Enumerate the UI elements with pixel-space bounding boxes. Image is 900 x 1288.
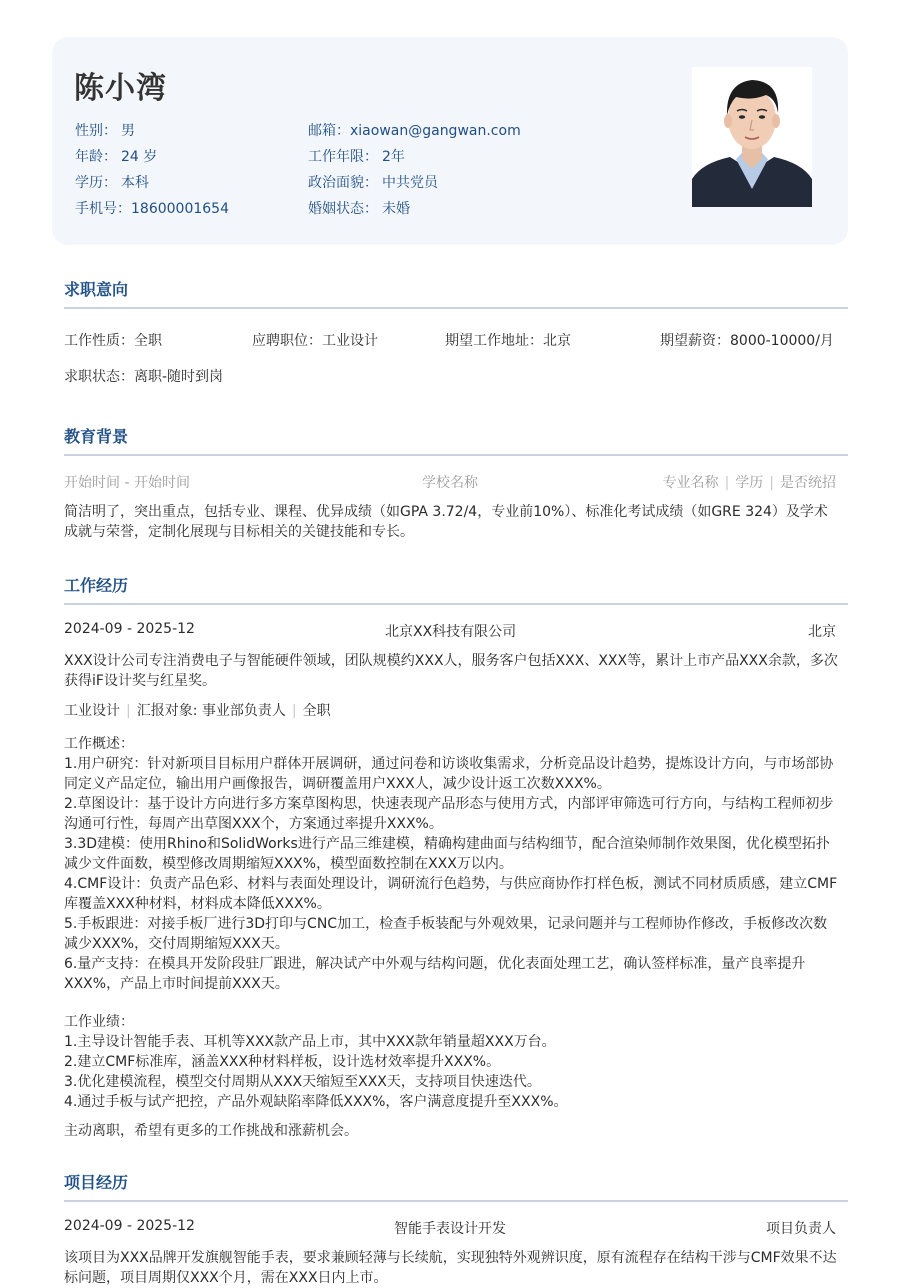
- work-achievement-item: 1.主导设计智能手表、耳机等XXX款产品上市，其中XXX款年销量超XXX万台。: [64, 1034, 556, 1050]
- divider: |: [724, 475, 730, 491]
- expected-location-label: 期望工作地址：: [445, 333, 543, 349]
- education-meta: [663, 472, 836, 492]
- email-label: 邮箱：: [308, 123, 350, 139]
- section-divider: [64, 603, 848, 605]
- education-degree: 学历: [735, 475, 764, 491]
- work-tag-type: 全职: [302, 703, 331, 719]
- expected-salary-label: 期望薪资：: [660, 333, 730, 349]
- work-overview-item: 1.用户研究：针对新项目目标用户群体开展调研，通过问卷和访谈收集需求，分析竞品设计趋势，提炼设计方向，与市场部协同定义产品定位，输出用户画像报告，调研覆盖用户XXX人，减少设计返工次数XXX%。: [64, 756, 834, 792]
- basic-info-left: [75, 118, 229, 222]
- work-overview-item: 4.CMF设计：负责产品色彩、材料与表面处理设计，调研流行色趋势，与供应商协作打样色板，测试不同材质质感，建立CMF库覆盖XXX种材料，材料成本降低XXX%。: [64, 876, 838, 912]
- age-value: 24 岁: [121, 149, 158, 165]
- section-title-project: 项目经历: [64, 1173, 129, 1192]
- project-time: 2024-09 - 2025-12: [64, 1218, 195, 1234]
- experience-years-label: 工作年限：: [308, 149, 378, 165]
- section-title-job-intent: 求职意向: [64, 280, 129, 299]
- work-city: 北京: [808, 624, 836, 640]
- phone-value: 18600001654: [131, 201, 229, 217]
- political-status-row: [308, 170, 521, 196]
- divider: |: [769, 475, 774, 491]
- applied-position-value: 工业设计: [322, 333, 378, 349]
- job-type: [64, 330, 162, 350]
- education-time: 开始时间 - 开始时间: [64, 475, 190, 491]
- age-row: [75, 144, 229, 170]
- phone-row: [75, 196, 229, 222]
- job-status-label: 求职状态：: [64, 369, 134, 385]
- work-achievements: [64, 1012, 839, 1112]
- work-time: 2024-09 - 2025-12: [64, 621, 195, 637]
- work-tag-role: 工业设计: [64, 703, 120, 719]
- education-description: 简洁明了，突出重点，包括专业、课程、优异成绩（如GPA 3.72/4，专业前10%）、标准化考试成绩（如GRE 324）及学术成就与荣誉，定制化展现与目标相关的关键技能和专长。: [64, 504, 828, 540]
- work-overview-item: 2.草图设计：基于设计方向进行多方案草图构思，快速表现产品形态与使用方式，内部评审筛选可行方向，与结构工程师初步沟通可行性，每周产出草图XXX个，方案通过率提升XXX%。: [64, 796, 834, 832]
- leave-reason: 主动离职，希望有更多的工作挑战和涨薪机会。: [64, 1123, 358, 1139]
- job-type-value: 全职: [134, 333, 162, 349]
- expected-location: [445, 330, 571, 350]
- project-role: 项目负责人: [766, 1221, 836, 1237]
- degree-value: 本科: [121, 175, 149, 191]
- portrait-image: [692, 67, 812, 207]
- marital-status-label: 婚姻状态：: [308, 201, 378, 217]
- profile-card: [52, 37, 848, 245]
- section-divider: [64, 1200, 848, 1202]
- expected-salary-value: 8000-10000/月: [730, 333, 834, 349]
- email-value: xiaowan@gangwan.com: [350, 123, 521, 139]
- basic-info-right: [308, 118, 521, 222]
- gender-label: 性别：: [75, 123, 117, 139]
- phone-label: 手机号：: [75, 201, 131, 217]
- education-major: 专业名称: [662, 475, 719, 491]
- experience-years-row: [308, 144, 521, 170]
- degree-label: 学历：: [75, 175, 117, 191]
- work-achievement-item: 2.建立CMF标准库，涵盖XXX种材料样板，设计选材效率提升XXX%。: [64, 1054, 501, 1070]
- work-achievement-item: 4.通过手板与试产把控，产品外观缺陷率降低XXX%，客户满意度提升至XXX%。: [64, 1094, 568, 1110]
- degree-row: [75, 170, 229, 196]
- work-overview-item: 3.3D建模：使用Rhino和SolidWorks进行产品三维建模，精确构建曲面与结构细节，配合渲染师制作效果图，优化模型拓扑减少文件面数，模型修改周期缩短XXX%，模型面数控制在XXX万以内。: [64, 836, 830, 872]
- education-unified: 是否统招: [780, 475, 836, 491]
- job-status: [64, 366, 223, 386]
- education-school: 学校名称: [422, 475, 478, 491]
- applied-position-label: 应聘职位：: [252, 333, 322, 349]
- work-overview-title: 工作概述：: [64, 736, 134, 752]
- work-overview: [64, 734, 839, 994]
- company-intro: XXX设计公司专注消费电子与智能硬件领域，团队规模约XXX人，服务客户包括XXX、XXX等，累计上市产品XXX余款，多次获得iF设计奖与红星奖。: [64, 653, 838, 689]
- work-tag-report-to: 汇报对象: 事业部负责人: [136, 703, 286, 719]
- gender-value: 男: [121, 123, 135, 139]
- section-divider: [64, 454, 848, 456]
- political-status-label: 政治面貌：: [308, 175, 378, 191]
- work-achievement-item: 3.优化建模流程，模型交付周期从XXX天缩短至XXX天，支持项目快速迭代。: [64, 1074, 541, 1090]
- divider: |: [126, 703, 131, 719]
- applied-position: [252, 330, 378, 350]
- divider: |: [291, 703, 297, 719]
- section-title-education: 教育背景: [64, 427, 129, 446]
- marital-status-row: [308, 196, 521, 222]
- email-row: [308, 118, 521, 144]
- age-label: 年龄：: [75, 149, 117, 165]
- work-company: 北京XX科技有限公司: [385, 624, 517, 640]
- experience-years-value: 2年: [382, 149, 405, 165]
- project-name: 智能手表设计开发: [394, 1221, 506, 1237]
- work-achievements-title: 工作业绩：: [64, 1014, 134, 1030]
- political-status-value: 中共党员: [382, 175, 438, 191]
- project-description: 该项目为XXX品牌开发旗舰智能手表，要求兼顾轻薄与长续航，实现独特外观辨识度，原有流程存在结构干涉与CMF效果不达标问题，项目周期仅XXX个月，需在XXX日内上市。: [64, 1250, 837, 1286]
- section-title-work: 工作经历: [64, 576, 129, 595]
- expected-location-value: 北京: [543, 333, 571, 349]
- work-overview-item: 5.手板跟进：对接手板厂进行3D打印与CNC加工，检查手板装配与外观效果，记录问题并与工程师协作修改，手板修改次数减少XXX%，交付周期缩短XXX天。: [64, 916, 828, 952]
- job-status-value: 离职-随时到岗: [134, 369, 224, 385]
- gender-row: [75, 118, 229, 144]
- expected-salary: [660, 330, 834, 350]
- marital-status-value: 未婚: [382, 201, 410, 217]
- work-overview-item: 6.量产支持：在模具开发阶段驻厂跟进，解决试产中外观与结构问题，优化表面处理工艺，确认签样标准，量产良率提升XXX%，产品上市时间提前XXX天。: [64, 956, 806, 992]
- candidate-name: 陈小湾: [74, 71, 167, 106]
- job-type-label: 工作性质：: [64, 333, 134, 349]
- section-divider: [64, 307, 848, 309]
- work-tags: [64, 700, 331, 720]
- profile-photo: [692, 67, 812, 207]
